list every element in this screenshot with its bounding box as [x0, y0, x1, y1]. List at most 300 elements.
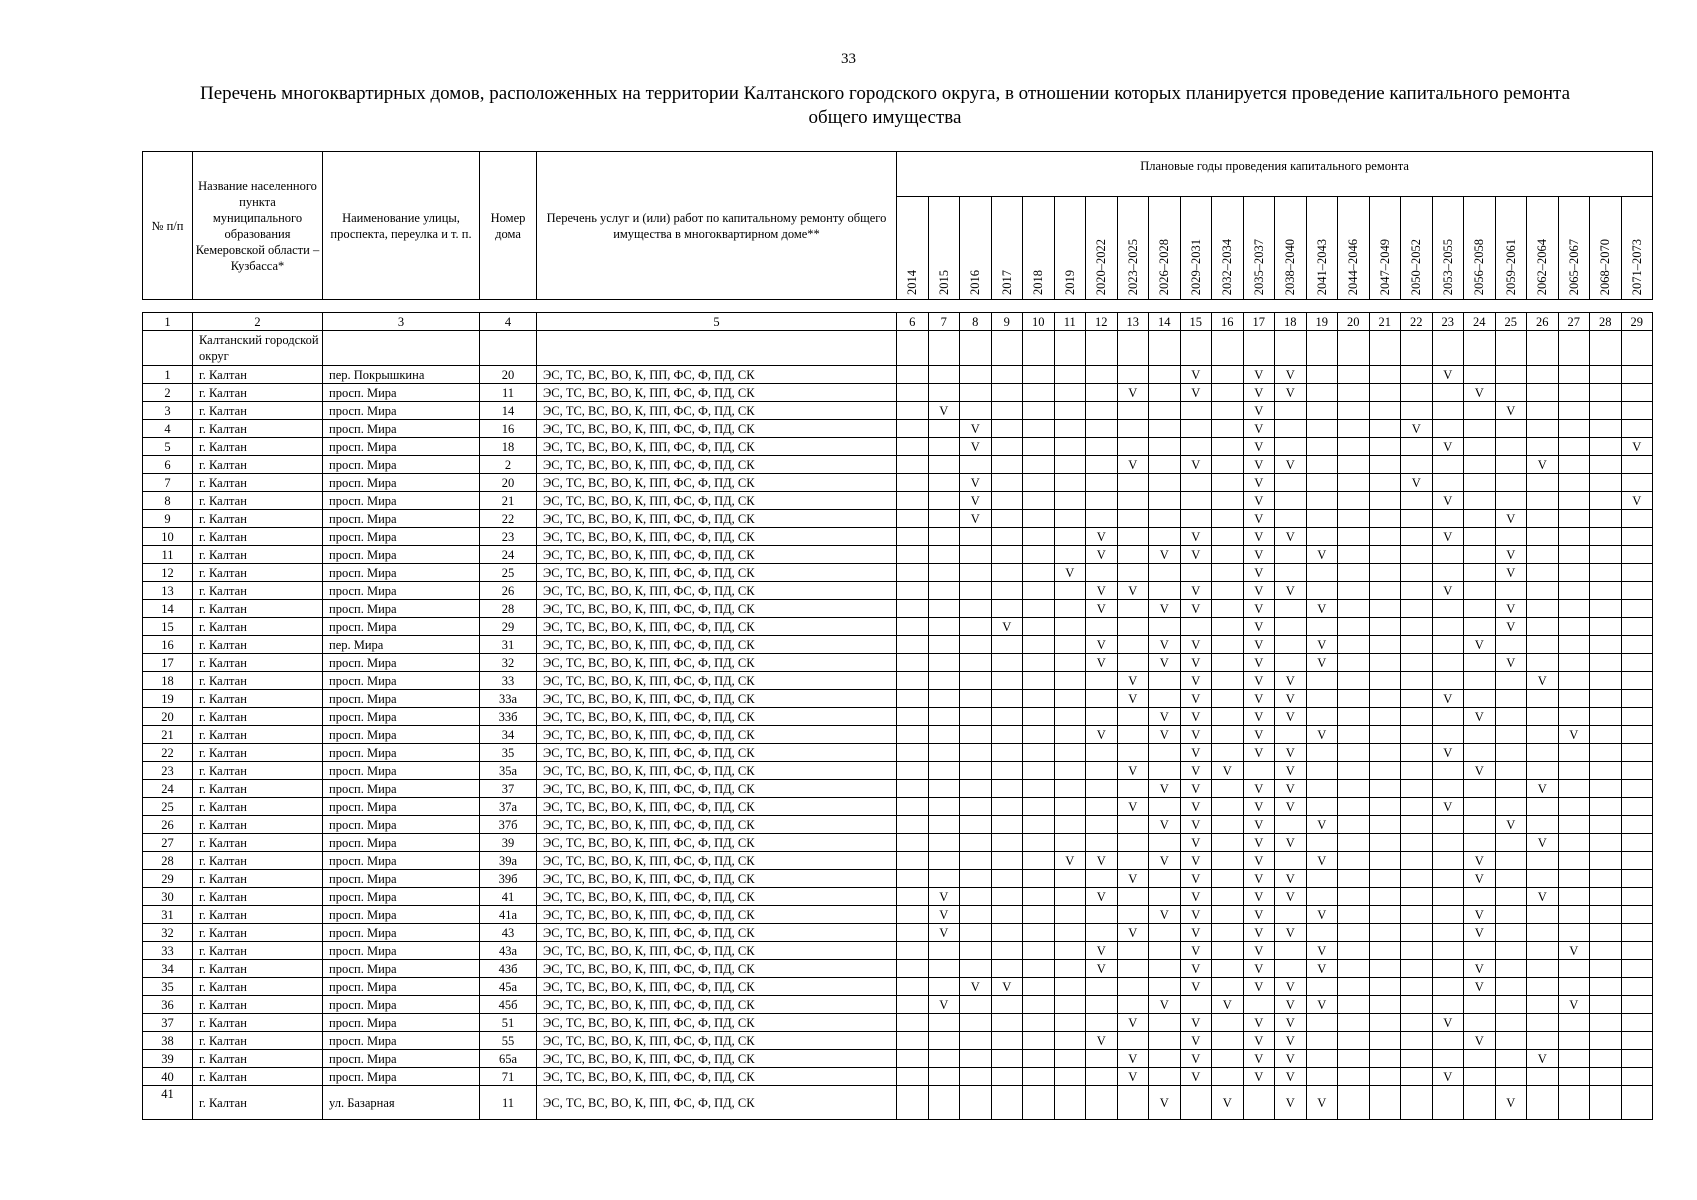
table-row	[143, 492, 1653, 510]
year-cell	[1338, 456, 1370, 474]
year-cell	[1338, 510, 1370, 528]
column-number: 7	[928, 313, 960, 331]
year-cell	[1432, 456, 1464, 474]
year-cell	[897, 870, 929, 888]
year-cell	[1495, 834, 1527, 852]
year-cell	[1432, 996, 1464, 1014]
row-street: пер. Покрышкина	[323, 366, 480, 384]
year-cell	[1212, 726, 1244, 744]
row-house: 43а	[480, 942, 537, 960]
year-cell	[1590, 600, 1622, 618]
repair-mark: V	[1117, 1014, 1149, 1032]
year-cell	[1338, 474, 1370, 492]
row-works: ЭС, ТС, ВС, ВО, К, ПП, ФС, Ф, ПД, СК	[537, 654, 897, 672]
year-cell	[1558, 1068, 1590, 1086]
year-cell	[991, 906, 1023, 924]
year-cell	[1527, 492, 1559, 510]
year-cell	[1495, 582, 1527, 600]
year-cell	[991, 528, 1023, 546]
year-cell	[1464, 654, 1496, 672]
year-cell	[991, 456, 1023, 474]
year-cell	[1338, 1014, 1370, 1032]
year-cell	[1401, 834, 1433, 852]
year-cell	[1495, 906, 1527, 924]
year-cell	[1432, 726, 1464, 744]
row-works: ЭС, ТС, ВС, ВО, К, ПП, ФС, Ф, ПД, СК	[537, 438, 897, 456]
repair-mark: V	[928, 888, 960, 906]
year-cell	[1401, 564, 1433, 582]
repair-mark: V	[1054, 852, 1086, 870]
year-cell	[1621, 1014, 1653, 1032]
year-cell	[1527, 654, 1559, 672]
row-city: г. Калтан	[193, 834, 323, 852]
year-cell	[928, 942, 960, 960]
repair-mark: V	[1464, 708, 1496, 726]
repair-mark: V	[1180, 870, 1212, 888]
year-cell	[991, 942, 1023, 960]
year-cell	[928, 1068, 960, 1086]
repair-mark: V	[1243, 852, 1275, 870]
year-cell	[1306, 384, 1338, 402]
row-number: 7	[143, 474, 193, 492]
table-row	[143, 798, 1653, 816]
year-cell	[1149, 672, 1181, 690]
row-street: просп. Мира	[323, 942, 480, 960]
year-cell	[1054, 996, 1086, 1014]
year-cell	[1590, 690, 1622, 708]
year-cell	[1495, 798, 1527, 816]
repair-mark: V	[1180, 726, 1212, 744]
year-cell	[1054, 690, 1086, 708]
row-number: 4	[143, 420, 193, 438]
repair-mark: V	[1527, 1050, 1559, 1068]
year-cell	[1527, 762, 1559, 780]
table-cell	[1212, 331, 1244, 366]
repair-mark: V	[1464, 762, 1496, 780]
year-cell	[1338, 1032, 1370, 1050]
year-cell	[1275, 492, 1307, 510]
year-cell	[1558, 834, 1590, 852]
header-year-label: 2015	[936, 270, 951, 295]
year-cell	[991, 996, 1023, 1014]
year-cell	[1401, 726, 1433, 744]
repair-mark: V	[1086, 600, 1118, 618]
repair-mark: V	[1117, 690, 1149, 708]
table-row	[143, 744, 1653, 762]
year-cell	[1023, 510, 1055, 528]
year-cell	[1621, 510, 1653, 528]
table-row	[143, 780, 1653, 798]
year-cell	[897, 1050, 929, 1068]
row-street: просп. Мира	[323, 888, 480, 906]
year-cell	[1054, 582, 1086, 600]
row-house: 37а	[480, 798, 537, 816]
year-cell	[1527, 924, 1559, 942]
year-cell	[1338, 618, 1370, 636]
year-cell	[1086, 978, 1118, 996]
year-cell	[1212, 474, 1244, 492]
repair-mark: V	[1275, 834, 1307, 852]
row-house: 29	[480, 618, 537, 636]
year-cell	[1275, 906, 1307, 924]
header-year	[1275, 197, 1307, 300]
year-cell	[1527, 510, 1559, 528]
header-year	[1086, 197, 1118, 300]
row-number: 20	[143, 708, 193, 726]
year-cell	[1558, 420, 1590, 438]
repair-mark: V	[1495, 816, 1527, 834]
year-cell	[960, 456, 992, 474]
row-number: 34	[143, 960, 193, 978]
header-year-label: 2035–2037	[1251, 238, 1266, 295]
row-works: ЭС, ТС, ВС, ВО, К, ПП, ФС, Ф, ПД, СК	[537, 582, 897, 600]
repair-mark: V	[1086, 960, 1118, 978]
year-cell	[1275, 510, 1307, 528]
repair-mark: V	[1180, 384, 1212, 402]
year-cell	[1621, 402, 1653, 420]
repair-mark: V	[1243, 708, 1275, 726]
row-number: 36	[143, 996, 193, 1014]
repair-mark: V	[1243, 600, 1275, 618]
year-cell	[1590, 726, 1622, 744]
year-cell	[1023, 564, 1055, 582]
repair-mark: V	[1212, 996, 1244, 1014]
year-cell	[1369, 762, 1401, 780]
repair-mark: V	[960, 420, 992, 438]
row-street: просп. Мира	[323, 690, 480, 708]
year-cell	[1401, 456, 1433, 474]
repair-mark: V	[1464, 852, 1496, 870]
row-city: г. Калтан	[193, 474, 323, 492]
repair-mark: V	[1527, 888, 1559, 906]
row-street: просп. Мира	[323, 672, 480, 690]
year-cell	[928, 1050, 960, 1068]
year-cell	[991, 1032, 1023, 1050]
row-city: г. Калтан	[193, 672, 323, 690]
year-cell	[1590, 1068, 1622, 1086]
year-cell	[1117, 906, 1149, 924]
repair-mark: V	[1180, 852, 1212, 870]
year-cell	[960, 546, 992, 564]
year-cell	[1117, 528, 1149, 546]
table-cell	[1117, 331, 1149, 366]
row-street: просп. Мира	[323, 960, 480, 978]
header-year	[1558, 197, 1590, 300]
year-cell	[1275, 438, 1307, 456]
year-cell	[1464, 1050, 1496, 1068]
year-cell	[1212, 888, 1244, 906]
year-cell	[1117, 996, 1149, 1014]
repair-mark: V	[1275, 528, 1307, 546]
year-cell	[1590, 618, 1622, 636]
repair-mark: V	[1149, 636, 1181, 654]
row-house: 24	[480, 546, 537, 564]
row-works: ЭС, ТС, ВС, ВО, К, ПП, ФС, Ф, ПД, СК	[537, 744, 897, 762]
year-cell	[1369, 582, 1401, 600]
year-cell	[1054, 798, 1086, 816]
row-street: просп. Мира	[323, 528, 480, 546]
year-cell	[1212, 600, 1244, 618]
year-cell	[1401, 762, 1433, 780]
row-city: г. Калтан	[193, 600, 323, 618]
year-cell	[1086, 420, 1118, 438]
year-cell	[897, 960, 929, 978]
year-cell	[1212, 528, 1244, 546]
year-cell	[1369, 816, 1401, 834]
repair-mark: V	[1275, 1086, 1307, 1120]
repair-mark: V	[1149, 906, 1181, 924]
row-works: ЭС, ТС, ВС, ВО, К, ПП, ФС, Ф, ПД, СК	[537, 366, 897, 384]
year-cell	[960, 996, 992, 1014]
row-street: просп. Мира	[323, 852, 480, 870]
data-table	[142, 312, 1653, 1120]
year-cell	[1464, 474, 1496, 492]
row-city: г. Калтан	[193, 384, 323, 402]
year-cell	[1212, 420, 1244, 438]
header-year-label: 2023–2025	[1125, 238, 1140, 295]
year-cell	[1464, 618, 1496, 636]
row-city: г. Калтан	[193, 546, 323, 564]
repair-mark: V	[1243, 942, 1275, 960]
year-cell	[1621, 366, 1653, 384]
year-cell	[1149, 474, 1181, 492]
year-cell	[1495, 870, 1527, 888]
year-cell	[1054, 978, 1086, 996]
year-cell	[1558, 492, 1590, 510]
repair-mark: V	[1117, 798, 1149, 816]
repair-mark: V	[1464, 924, 1496, 942]
repair-mark: V	[1243, 834, 1275, 852]
year-cell	[1495, 438, 1527, 456]
year-cell	[1527, 960, 1559, 978]
year-cell	[928, 672, 960, 690]
repair-mark: V	[1306, 726, 1338, 744]
year-cell	[1023, 744, 1055, 762]
row-city: г. Калтан	[193, 492, 323, 510]
header-years-group: Плановые годы проведения капитального ремонта	[897, 152, 1653, 197]
year-cell	[1621, 870, 1653, 888]
year-cell	[1243, 996, 1275, 1014]
year-cell	[1023, 456, 1055, 474]
repair-mark: V	[1180, 708, 1212, 726]
year-cell	[1464, 420, 1496, 438]
year-cell	[1464, 546, 1496, 564]
table-row	[143, 906, 1653, 924]
header-year-label: 2068–2070	[1598, 238, 1613, 295]
year-cell	[960, 762, 992, 780]
year-cell	[1054, 888, 1086, 906]
year-cell	[960, 924, 992, 942]
header-year-label: 2041–2043	[1314, 238, 1329, 295]
row-street: просп. Мира	[323, 1032, 480, 1050]
year-cell	[1212, 834, 1244, 852]
year-cell	[1401, 690, 1433, 708]
row-works: ЭС, ТС, ВС, ВО, К, ПП, ФС, Ф, ПД, СК	[537, 708, 897, 726]
repair-mark: V	[1275, 366, 1307, 384]
year-cell	[1464, 456, 1496, 474]
year-cell	[1212, 852, 1244, 870]
year-cell	[960, 1014, 992, 1032]
year-cell	[928, 582, 960, 600]
row-number: 29	[143, 870, 193, 888]
year-cell	[1369, 528, 1401, 546]
row-house: 18	[480, 438, 537, 456]
year-cell	[1464, 726, 1496, 744]
year-cell	[991, 1086, 1023, 1120]
year-cell	[1432, 636, 1464, 654]
year-cell	[1527, 582, 1559, 600]
row-house: 28	[480, 600, 537, 618]
year-cell	[1621, 474, 1653, 492]
year-cell	[1023, 906, 1055, 924]
year-cell	[1023, 492, 1055, 510]
repair-mark: V	[1212, 1086, 1244, 1120]
year-cell	[1338, 366, 1370, 384]
year-cell	[1621, 582, 1653, 600]
table-cell	[1495, 331, 1527, 366]
row-works: ЭС, ТС, ВС, ВО, К, ПП, ФС, Ф, ПД, СК	[537, 690, 897, 708]
year-cell	[1086, 834, 1118, 852]
year-cell	[928, 438, 960, 456]
year-cell	[1149, 384, 1181, 402]
year-cell	[1180, 438, 1212, 456]
year-cell	[1306, 672, 1338, 690]
year-cell	[960, 816, 992, 834]
year-cell	[1590, 366, 1622, 384]
repair-mark: V	[1275, 1014, 1307, 1032]
year-cell	[1023, 654, 1055, 672]
row-house: 71	[480, 1068, 537, 1086]
year-cell	[1306, 618, 1338, 636]
row-city: г. Калтан	[193, 510, 323, 528]
year-cell	[1338, 438, 1370, 456]
row-city: г. Калтан	[193, 402, 323, 420]
year-cell	[1558, 564, 1590, 582]
page-number: 33	[841, 51, 856, 67]
table-row	[143, 582, 1653, 600]
year-cell	[1306, 780, 1338, 798]
year-cell	[1212, 438, 1244, 456]
year-cell	[1338, 960, 1370, 978]
row-number: 9	[143, 510, 193, 528]
year-cell	[897, 996, 929, 1014]
year-cell	[1054, 906, 1086, 924]
year-cell	[960, 366, 992, 384]
year-cell	[1149, 1050, 1181, 1068]
year-cell	[1086, 762, 1118, 780]
repair-mark: V	[1275, 762, 1307, 780]
year-cell	[1086, 816, 1118, 834]
year-cell	[1086, 510, 1118, 528]
year-cell	[1621, 1068, 1653, 1086]
repair-mark: V	[1180, 672, 1212, 690]
repair-mark: V	[1275, 456, 1307, 474]
year-cell	[1558, 708, 1590, 726]
repair-mark: V	[1180, 834, 1212, 852]
table-cell	[928, 331, 960, 366]
year-cell	[1023, 870, 1055, 888]
header-year-label: 2065–2067	[1566, 238, 1581, 295]
year-cell	[1023, 996, 1055, 1014]
year-cell	[1558, 384, 1590, 402]
year-cell	[991, 888, 1023, 906]
year-cell	[897, 546, 929, 564]
table-row	[143, 1068, 1653, 1086]
year-cell	[1369, 888, 1401, 906]
table-cell	[1180, 331, 1212, 366]
year-cell	[1212, 978, 1244, 996]
repair-mark: V	[1180, 762, 1212, 780]
row-number: 6	[143, 456, 193, 474]
year-cell	[1212, 636, 1244, 654]
year-cell	[897, 582, 929, 600]
year-cell	[897, 762, 929, 780]
repair-mark: V	[1180, 960, 1212, 978]
year-cell	[928, 762, 960, 780]
year-cell	[1117, 546, 1149, 564]
repair-mark: V	[1275, 1068, 1307, 1086]
year-cell	[1023, 618, 1055, 636]
year-cell	[1401, 888, 1433, 906]
header-year-label: 2019	[1062, 270, 1077, 295]
document-title	[140, 82, 1630, 130]
repair-mark: V	[1275, 690, 1307, 708]
year-cell	[1338, 1050, 1370, 1068]
year-cell	[1495, 744, 1527, 762]
repair-mark: V	[1180, 942, 1212, 960]
year-cell	[1401, 1050, 1433, 1068]
year-cell	[1369, 456, 1401, 474]
year-cell	[1149, 510, 1181, 528]
repair-mark: V	[1180, 906, 1212, 924]
year-cell	[1212, 384, 1244, 402]
year-cell	[897, 474, 929, 492]
repair-mark: V	[1180, 690, 1212, 708]
year-cell	[1054, 942, 1086, 960]
year-cell	[897, 384, 929, 402]
year-cell	[897, 816, 929, 834]
year-cell	[928, 834, 960, 852]
table-cell	[1243, 331, 1275, 366]
column-number: 17	[1243, 313, 1275, 331]
year-cell	[1212, 744, 1244, 762]
table-cell	[537, 331, 897, 366]
year-cell	[1117, 744, 1149, 762]
year-cell	[1306, 474, 1338, 492]
row-city: г. Калтан	[193, 456, 323, 474]
year-cell	[1149, 420, 1181, 438]
year-cell	[1275, 852, 1307, 870]
row-house: 23	[480, 528, 537, 546]
row-street: просп. Мира	[323, 456, 480, 474]
year-cell	[1590, 834, 1622, 852]
year-cell	[1117, 420, 1149, 438]
repair-mark: V	[1243, 888, 1275, 906]
repair-mark: V	[1243, 366, 1275, 384]
year-cell	[1527, 744, 1559, 762]
repair-mark: V	[1243, 816, 1275, 834]
year-cell	[1464, 690, 1496, 708]
year-cell	[1527, 798, 1559, 816]
year-cell	[1401, 924, 1433, 942]
header-year-label: 2053–2055	[1440, 238, 1455, 295]
year-cell	[1590, 852, 1622, 870]
year-cell	[1369, 906, 1401, 924]
year-cell	[1558, 816, 1590, 834]
year-cell	[991, 384, 1023, 402]
year-cell	[928, 708, 960, 726]
repair-mark: V	[960, 978, 992, 996]
